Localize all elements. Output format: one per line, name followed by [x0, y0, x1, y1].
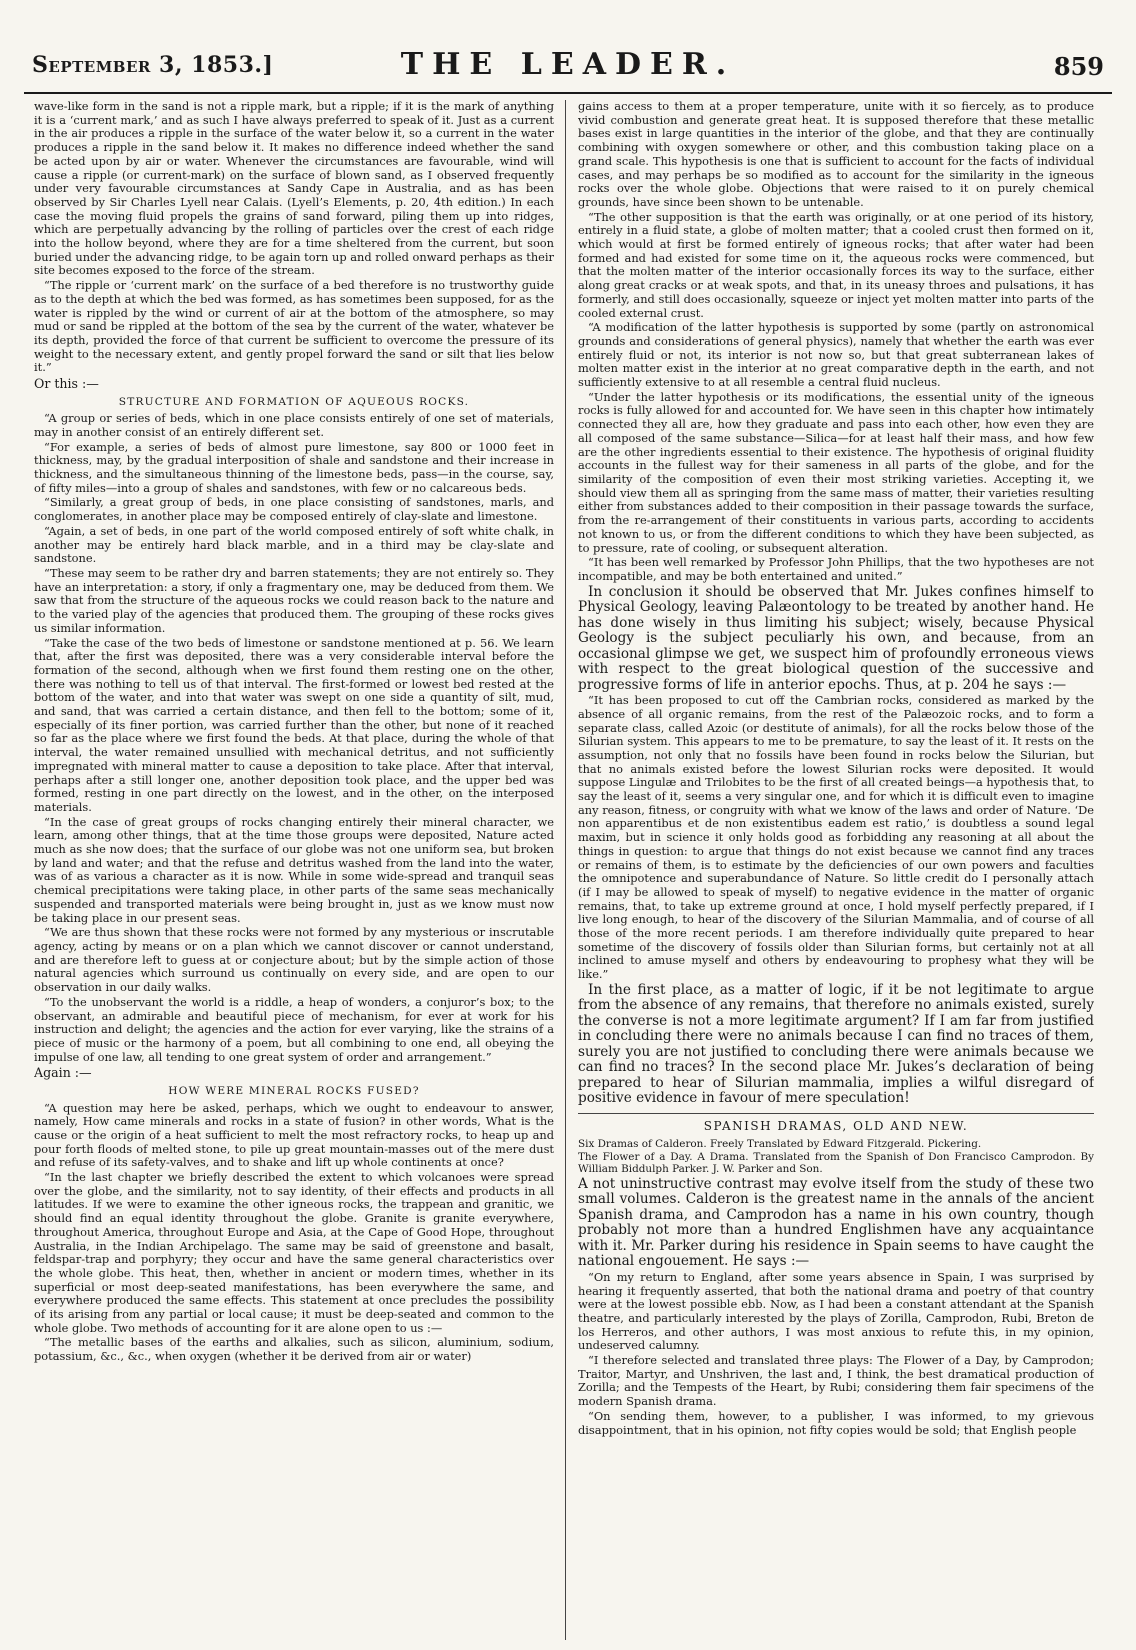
paragraph: “It has been proposed to cut off the Cambrian rocks, considered as marked by the absence of all organic remains, from the rest of the Palæozoic rocks, and to form a separate class, called Azoic (or destitute of animals), for all the rocks below those of the Silurian system. This appears to me to be premature, to say the least of it. It rests on the assumption, not only that no fossils have been found in rocks below the Silurian, but that no animals existed before the lowest Silurian rocks were deposited. It would suppose Lingulæ and Trilobites to be the first of all created beings—a hypothesis that, to say the least of it, seems a very singular one, and for which it is difficult even to imagine any reason, fitness, or congruity with what we know of the laws and order of Nature. ‘De non apparentibus et de non existentibus eadem est ratio,’ is doubtless a sound legal maxim, but in science it only holds good as forbidding any reasoning at all about the things in question: to argue that things do not exist because we cannot find any traces or remains of them, is to estimate by the deficiencies of our own powers and faculties the omnipotence and superabundance of Nature. So little credit do I personally attach (if I may be allowed to speak of myself) to negative evidence in the matter of organic remains, that, to take up extreme ground at once, I hold myself perfectly prepared, if I live long enough, to hear of the discovery of the Silurian Mammalia, and of course of all those of the more recent periods. I am therefore individually quite prepared to hear sometime of the discovery of fossils older than Silurian forms, but certainly not at all inclined to amuse myself and others by endeavouring to prophesy what they will be like.”: [578, 693, 1094, 982]
left-column: [34, 100, 554, 1640]
paragraph: “The metallic bases of the earths and alkalies, such as silicon, aluminium, sodium, potassium, &c., &c., when oxygen (whether it be derived from air or water): [34, 1335, 554, 1364]
column-divider: [565, 100, 566, 1640]
paragraph: “Take the case of the two beds of limestone or sandstone mentioned at p. 56. We learn that, after the first was deposited, there was a very considerable interval before the formation of the second, although when we first found them resting one on the other, there was nothing to tell us of that interval. The first-formed or lowest bed rested at the bottom of the water, and into that water was swept on one side a quantity of silt, mud, and sand, that was carried a certain distance, and then fell to the bottom; some of it, especially of its finer portion, was carried further than the other, but none of it reached so far as the place where we first found the beds. At that place, during the whole of that interval, the water remained unsullied with mechanical detritus, and not sufficiently impregnated with mineral matter to cause a deposition to take place. After that interval, perhaps after a still longer one, another deposition took place, and the upper bed was formed, resting in one part directly on the lowest, and in the other, on the interposed materials.: [34, 635, 554, 814]
paragraph: “Again, a set of beds, in one part of the world composed entirely of soft white chalk, in another may be entirely hard black marble, and in a third may be clay-slate and sandstone.: [34, 523, 554, 566]
issue-date: September 3, 1853.]: [32, 52, 274, 78]
subsection-heading: STRUCTURE AND FORMATION OF AQUEOUS ROCKS.: [118, 395, 470, 408]
paragraph: “Under the latter hypothesis or its modifications, the essential unity of the igneous rocks is fully allowed for and accounted for. We have seen in this chapter how intimately connected they all are, how they graduate and pass into each other, how even they are all composed of the same substance—Silica—for at least half their mass, and how few are the other ingredients essential to their existence. The hypothesis of original fluidity accounts in the fullest way for their sameness in all parts of the globe, and for the similarity of the composition of even their most striking varieties. Accepting it, we should view them all as springing from the same mass of matter, their varieties resulting either from substances added to their composition in their passage towards the surface, from the re-arrangement of their constituents in various parts, according to accidents not known to us, or from the different conditions to which they have been subjected, as to pressure, rate of cooling, or subsequent alteration.: [578, 389, 1094, 555]
paragraph: “On my return to England, after some years absence in Spain, I was surprised by hearing it frequently asserted, that both the national drama and poetry of that country were at the lowest possible ebb. Now, as I had been a constant attendant at the Spanish theatre, and particularly interested by the plays of Zorilla, Camprodon, Rubi, Breton de los Herreros, and other authors, I was most anxious to refute this, in my opinion, undeserved calumny.: [578, 1269, 1094, 1353]
paragraph: “The ripple or ‘current mark’ on the surface of a bed therefore is no trustworthy guide as to the depth at which the bed was formed, as has sometimes been supposed, for as the water is rippled by the wind or current of air at the bottom of the atmosphere, so may mud or sand be rippled at the bottom of the sea by the current of the water, whatever be its depth, provided the force of that current be sufficient to overcome the pressure of its weight to the necessary extent, and gently propel forward the sand or silt that lies below it.”: [34, 278, 554, 375]
paragraph: “On sending them, however, to a publisher, I was informed, to my grievous disappointment, that in his opinion, not fifty copies would be sold; that English people: [578, 1408, 1094, 1437]
book-citation: The Flower of a Day. A Drama. Translated from the Spanish of Don Francisco Camprodon. By William Biddulph Parker. J. W. Parker and Son.: [578, 1150, 1094, 1176]
paragraph: “A group or series of beds, which in one place consists entirely of one set of materials, may in another consist of an entirely different set.: [34, 411, 554, 439]
review-paragraph: A not uninstructive contrast may evolve itself from the study of these two small volumes. Calderon is the greatest name in the annals of the ancient Spanish drama, and Camprodon has a name in his own country, though probably not more than a hundred Englishmen have any acquaintance with it. Mr. Parker during his residence in Spain seems to have caught the national engouement. He says :—: [578, 1175, 1094, 1270]
section-rule: [578, 1113, 1094, 1114]
paragraph: “To the unobservant the world is a riddle, a heap of wonders, a conjuror’s box; to the observant, an admirable and beautiful piece of mechanism, for ever at work for his instruction and delight; the agencies and the action for ever varying, like the strains of a piece of music or the harmony of a poem, but all combining to one end, all obeying the impulse of one law, all tending to one great system of order and arrangement.”: [34, 994, 554, 1064]
header-rule: [24, 92, 1112, 94]
paragraph: “These may seem to be rather dry and barren statements; they are not entirely so. They have an interpretation: a story, if only a fragmentary one, may be deduced from them. We saw that from the structure of the aqueous rocks we could reason back to the nature and to the varied play of the agencies that produced them. The grouping of these rocks gives us similar information.: [34, 566, 554, 635]
paragraph: “In the case of great groups of rocks changing entirely their mineral character, we learn, among other things, that at the time those groups were deposited, Nature acted much as she now does; that the surface of our globe was not one uniform sea, but broken by land and water; and that the refuse and detritus washed from the land into the water, was of as various a character as it is now. While in some wide-spread and tranquil seas chemical precipitations were taking place, in other parts of the same seas mechanically suspended and transported materials were being brought in, just as we know must now be taking place in our present seas.: [34, 814, 554, 925]
review-paragraph: In conclusion it should be observed that Mr. Jukes confines himself to Physical Geology, leaving Palæontology to be treated by another hand. He has done wisely in thus limiting his subject; wisely, because Physical Geology is the subject peculiarly his own, and because, from an occasional glimpse we get, we suspect him of profoundly erroneous views with respect to the great biological question of the successive and progressive forms of life in anterior epochs. Thus, at p. 204 he says :—: [578, 583, 1094, 693]
page-number: 859: [1053, 52, 1104, 81]
newspaper-title: THE LEADER.: [400, 47, 736, 82]
paragraph: “I therefore selected and translated three plays: The Flower of a Day, by Camprodon; Traitor, Martyr, and Unshriven, the last and, I think, the best dramatical production of Zorilla; and the Tempests of the Heart, by Rubi; considering them fair specimens of the modern Spanish drama.: [578, 1353, 1094, 1409]
paragraph: “In the last chapter we briefly described the extent to which volcanoes were spread over the globe, and the similarity, not to say identity, of their effects and products in all latitudes. If we were to examine the other igneous rocks, the trappean and granitic, we should find an equal identity throughout the globe. Granite is granite everywhere, throughout America, throughout Europe and Asia, at the Cape of Good Hope, throughout Australia, in the Indian Archipelago. The same may be said of greenstone and basalt, feldspar-trap and porphyry; they occur and have the same general characteristics over the whole globe. This heat, then, whether in ancient or modern times, whether in its superficial or most deep-seated manifestations, has been everywhere the same, and everywhere produced the same effects. This statement at once precludes the possibility of its arising from any partial or local cause; it must be deep-seated and common to the whole globe. Two methods of accounting for it are alone open to us :—: [34, 1170, 554, 1335]
paragraph: “A modification of the latter hypothesis is supported by some (partly on astronomical grounds and considerations of general physics), namely that whether the earth was ever entirely fluid or not, its interior is not now so, but that great subterranean lakes of molten matter exist in the interior at no great comparative depth in the earth, and not sufficiently extensive to at all resemble a central fluid nucleus.: [578, 320, 1094, 390]
paragraph: “For example, a series of beds of almost pure limestone, say 800 or 1000 feet in thickness, may, by the gradual interposition of shale and sandstone and their increase in thickness, and the simultaneous thinning of the limestone beds, pass—in the course, say, of fifty miles—into a group of shales and sandstones, with few or no calcareous beds.: [34, 439, 554, 495]
paragraph: “The other supposition is that the earth was originally, or at one period of its history, entirely in a fluid state, a globe of molten matter; that a cooled crust then formed on it, which would at first be formed entirely of igneous rocks; that after water had been formed and had existed for some time on it, the aqueous rocks were commenced, but that the molten matter of the interior occasionally forces its way to the surface, either along great cracks or at weak spots, and that, in its uneasy throes and pulsations, it has formerly, and still does occasionally, squeeze or inject yet molten matter into parts of the cooled external crust.: [578, 209, 1094, 320]
transition-text: Again :—: [34, 1065, 92, 1081]
right-column: [578, 100, 1094, 1640]
review-paragraph: In the first place, as a matter of logic, if it be not legitimate to argue from the absence of any remains, that therefore no animals existed, surely the converse is not a more legitimate argument? If I am far from justified in concluding there were no animals because I can find no traces of them, surely you are not justified to concluding there were animals because we can find no traces? In the second place Mr. Jukes’s declaration of being prepared to hear of Silurian mammalia, implies a wilful disregard of positive evidence in favour of mere speculation!: [578, 981, 1094, 1107]
transition-text: Or this :—: [34, 376, 99, 392]
paragraph: “A question may here be asked, perhaps, which we ought to endeavour to answer, namely, How came minerals and rocks in a state of fusion? in other words, What is the cause or the origin of a heat sufficient to melt the most refractory rocks, to heap up and pour forth floods of melted stone, to pile up great mountain-masses out of the mere dust and refuse of its safety-valves, and to shake and lift up whole continents at once?: [34, 1100, 554, 1170]
masthead: [28, 47, 1108, 92]
paragraph: gains access to them at a proper temperature, unite with it so fiercely, as to produce vivid combustion and generate great heat. It is supposed therefore that these metallic bases exist in large quantities in the interior of the globe, and that they are continually combining with oxygen somewhere or other, and this combustion taking place on a grand scale. This hypothesis is one that is sufficient to account for the facts of individual cases, and may perhaps be so modified as to account for the similarity in the igneous rocks over the whole globe. Objections that were raised to it on purely chemical grounds, have since been shown to be untenable.: [578, 100, 1094, 209]
section-heading: SPANISH DRAMAS, OLD AND NEW.: [703, 1118, 969, 1133]
paragraph: wave-like form in the sand is not a ripple mark, but a ripple; if it is the mark of anything it is a ‘current mark,’ and as such I have always preferred to speak of it. Just as a current in the air produces a ripple in the surface of the water below it, so a current in the water produces a ripple in the sand below it. It makes no difference indeed whether the sand be acted upon by air or water. Whenever the circumstances are favourable, wind will cause a ripple (or current-mark) on the surface of blown sand, as I observed frequently under very favourable circumstances at Sandy Cape in Australia, and as has been observed by Sir Charles Lyell near Calais. (Lyell’s Elements, p. 20, 4th edition.) In each case the moving fluid propels the grains of sand forward, piling them up into ridges, which are perpetually advancing by the rolling of particles over the crest of each ridge into the hollow beyond, where they are for a time sheltered from the current, but soon buried under the advancing ridge, to be again torn up and rolled onward perhaps as their site becomes exposed to the force of the stream.: [34, 100, 554, 278]
book-citation: Six Dramas of Calderon. Freely Translated by Edward Fitzgerald. Pickering.: [578, 1137, 982, 1150]
paragraph: “Similarly, a great group of beds, in one place consisting of sandstones, marls, and conglomerates, in another place may be composed entirely of clay-slate and limestone.: [34, 495, 554, 524]
paragraph: “We are thus shown that these rocks were not formed by any mysterious or inscrutable agency, acting by means or on a plan which we cannot discover or cannot understand, and are therefore left to guess at or conjecture about; but by the simple action of those natural agencies which surround us continually on every side, and are open to our observation in our daily walks.: [34, 925, 554, 995]
subsection-heading: HOW WERE MINERAL ROCKS FUSED?: [168, 1084, 420, 1097]
paragraph: “It has been well remarked by Professor John Phillips, that the two hypotheses are not incompatible, and may be both entertained and united.”: [578, 555, 1094, 583]
